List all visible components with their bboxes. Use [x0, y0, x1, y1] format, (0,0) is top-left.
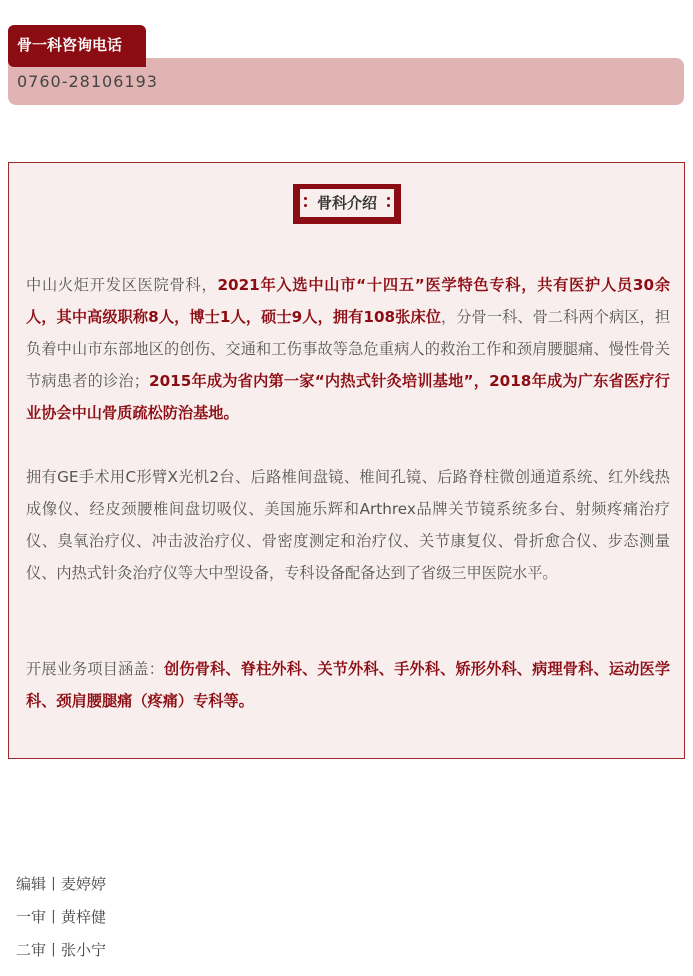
- intro-paragraph-1: [26, 269, 670, 429]
- intro-paragraph-3: [26, 653, 670, 717]
- section-title-text: 骨科介绍: [316, 194, 377, 212]
- orthopedics-intro-section: [8, 162, 685, 759]
- section-title-frame: [293, 184, 401, 224]
- credit-separator: 丨: [46, 908, 62, 926]
- credit-first-review: [16, 906, 106, 927]
- credit-editor: [16, 873, 106, 894]
- credit-name: 黄梓健: [61, 908, 107, 926]
- body-text: ，分骨一科、骨二科两个病区，担负着中山市东部地区的创伤、交通和工伤事故等急危重病人的救治工作和颈肩腰腿痛、慢性骨关节病患者的诊治；: [26, 308, 671, 390]
- phone-label-tag: [8, 25, 146, 67]
- credit-second-review: [16, 939, 106, 960]
- credit-role: 编辑: [16, 875, 47, 893]
- credit-name: 张小宁: [61, 941, 107, 959]
- credit-role: 一审: [16, 908, 47, 926]
- decor-dot: [387, 204, 390, 207]
- credit-name: 麦婷婷: [61, 875, 107, 893]
- section-title: [299, 188, 395, 218]
- decor-dot: [304, 197, 307, 200]
- body-text: 中山火炬开发区医院骨科，: [26, 276, 218, 294]
- body-text: 拥有GE手术用C形臂X光机2台、后路椎间盘镜、椎间孔镜、后路脊柱微创通道系统、红外线热成像仪、经皮颈腰椎间盘切吸仪、美国施乐辉和Arthrex品牌关节镜系统多台、射频疼痛治疗仪、臭氧治疗仪、冲击波治疗仪、骨密度测定和治疗仪、关节康复仪、骨折愈合仪、步态测量仪、内热式针灸治疗仪等大中型设备，专科设备配备达到了省级三甲医院水平。: [26, 468, 670, 582]
- intro-paragraph-2: [26, 461, 670, 589]
- credit-separator: 丨: [46, 941, 62, 959]
- highlight-text: 2015年成为省内第一家“内热式针灸培训基地”，2018年成为广东省医疗行业协会中山骨质疏松防治基地。: [26, 372, 670, 422]
- phone-number[interactable]: 0760-28106193: [17, 72, 158, 91]
- phone-label: 骨一科咨询电话: [17, 36, 123, 54]
- body-text: 开展业务项目涵盖：: [26, 660, 165, 678]
- credit-role: 二审: [16, 941, 47, 959]
- credit-separator: 丨: [46, 875, 62, 893]
- highlight-text: 创伤骨科、脊柱外科、关节外科、手外科、矫形外科、病理骨科、运动医学科、颈肩腰腿痛（疼痛）专科等。: [26, 660, 671, 710]
- decor-dot: [387, 197, 390, 200]
- decor-dot: [304, 204, 307, 207]
- highlight-text: 2021年入选中山市“十四五”医学特色专科，共有医护人员30余人，其中高级职称8人，博士1人，硕士9人，拥有108张床位: [26, 276, 671, 326]
